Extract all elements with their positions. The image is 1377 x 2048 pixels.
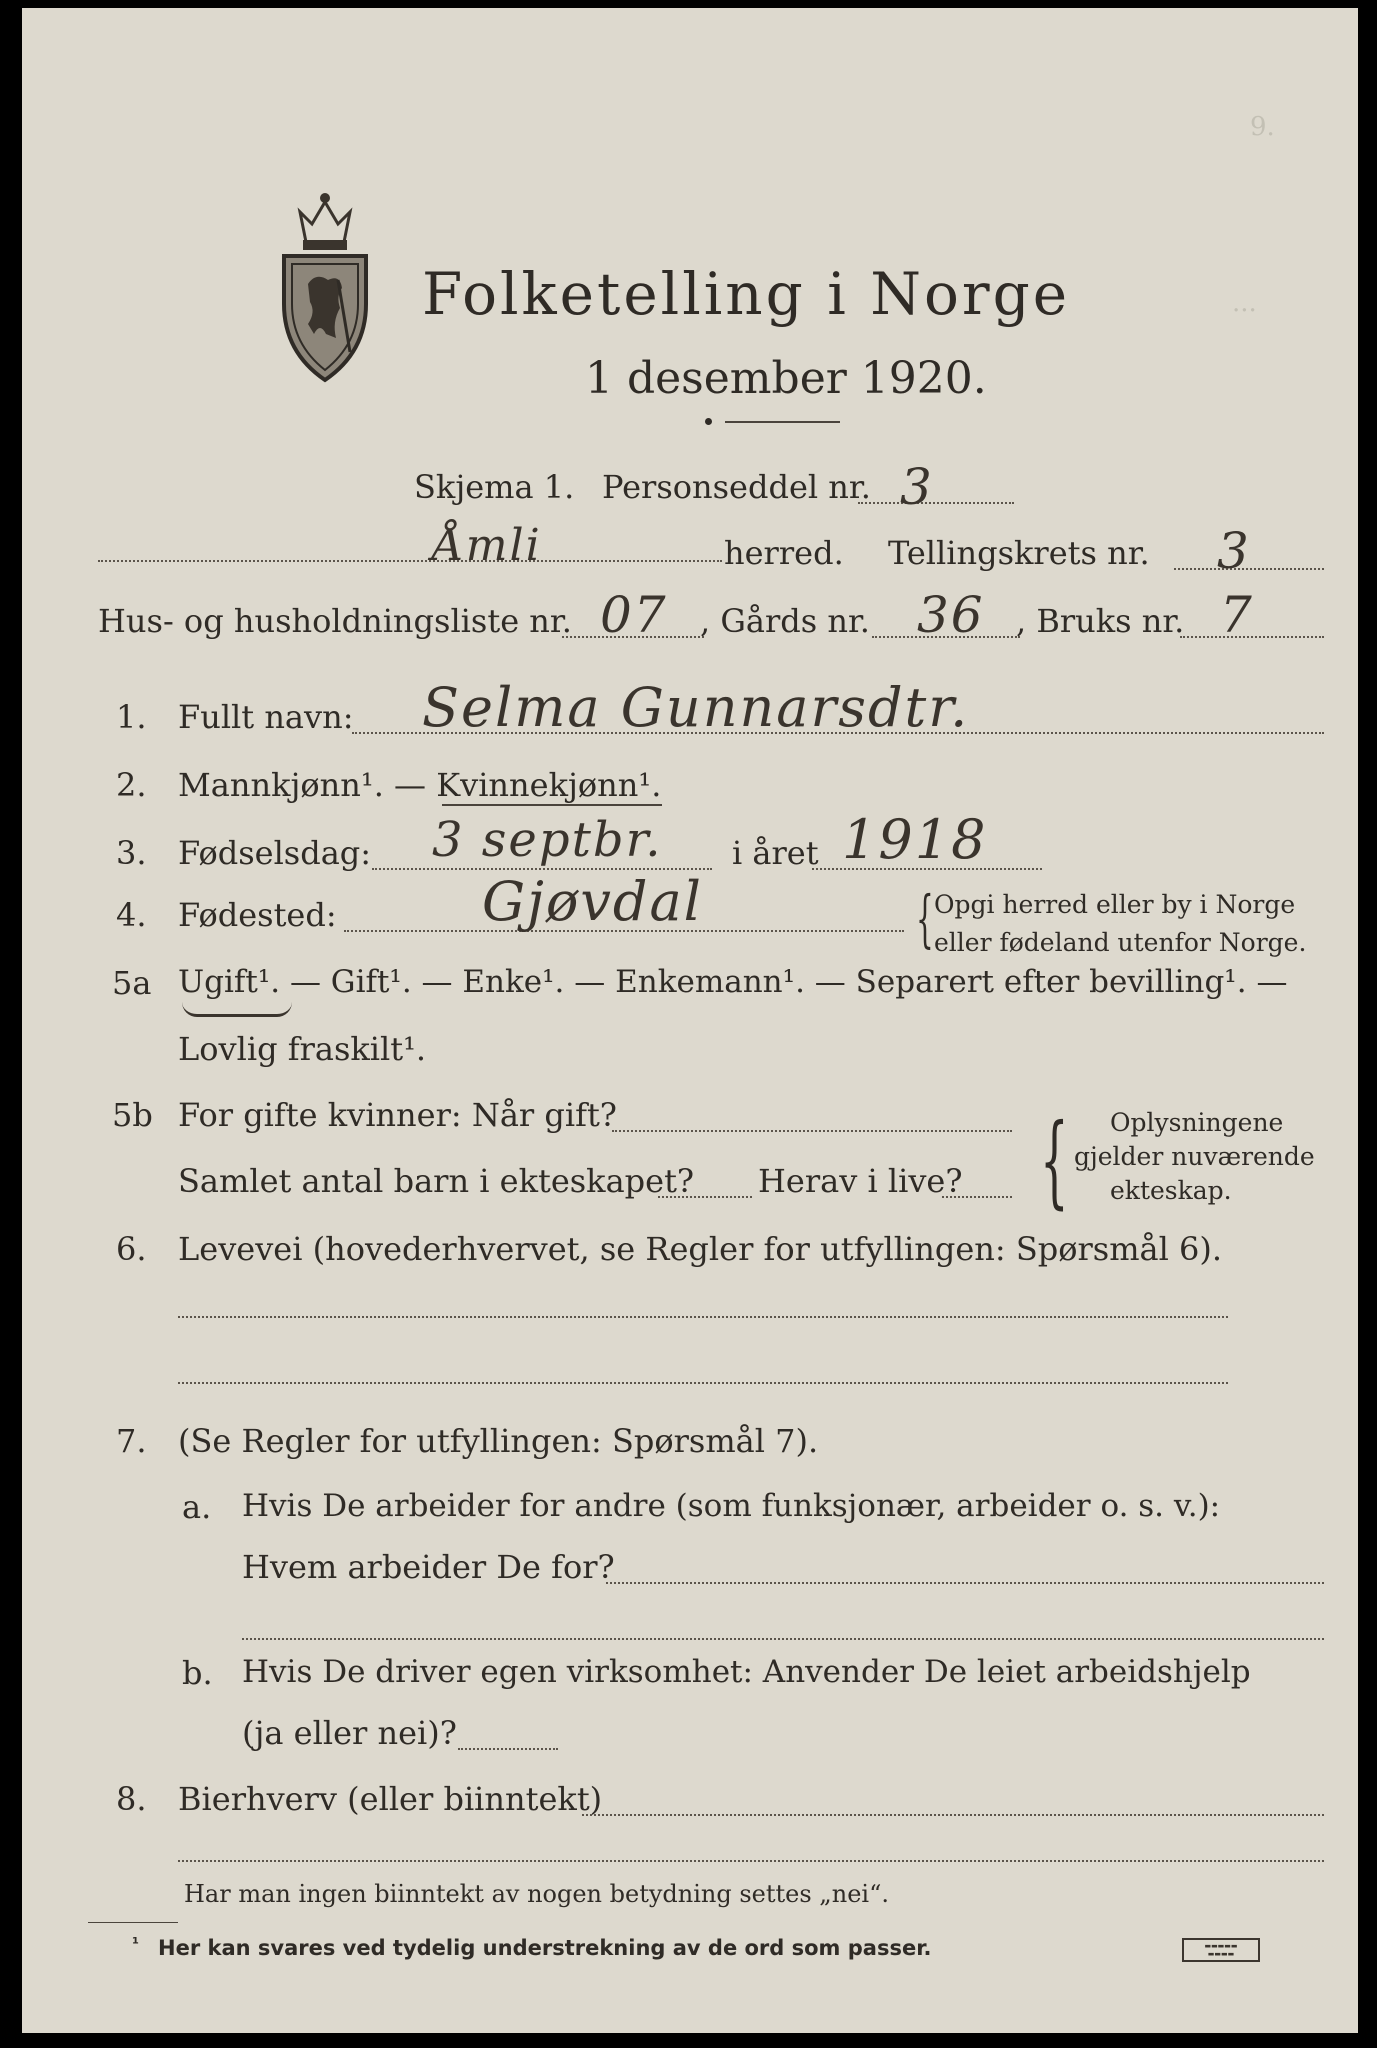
q5b-children-dots xyxy=(658,1196,752,1198)
q3-value: 3 septbr. xyxy=(432,812,663,868)
gards-value: 36 xyxy=(917,586,985,644)
q5b-line2b: Herav i live? xyxy=(758,1162,963,1200)
personseddel-label: Personseddel nr. xyxy=(602,468,871,506)
bruks-label: , Bruks nr. xyxy=(1016,602,1185,640)
q7b-dots xyxy=(458,1748,558,1750)
q7b-line2: (ja eller nei)? xyxy=(242,1714,457,1752)
census-date: 1 desember 1920. xyxy=(585,353,987,404)
q5b-line1: For gifte kvinner: Når gift? xyxy=(178,1096,617,1134)
q7a-line1: Hvis De arbeider for andre (som funksjonær, arbeider o. s. v.): xyxy=(242,1488,1221,1524)
q8-dots-2 xyxy=(178,1860,1324,1862)
q7a-letter: a. xyxy=(182,1488,212,1526)
title-rule xyxy=(725,421,840,423)
q2-number: 2. xyxy=(116,766,147,804)
q1-label: Fullt navn: xyxy=(178,698,354,736)
q4-brace: { xyxy=(916,882,934,955)
gards-label: , Gårds nr. xyxy=(700,602,870,640)
q2-label: Mannkjønn¹. — Kvinnekjønn¹. xyxy=(178,766,662,804)
q5b-brace: { xyxy=(1040,1102,1069,1219)
bruks-value: 7 xyxy=(1220,586,1254,644)
q5b-number: 5b xyxy=(112,1096,153,1134)
footnote-text: Her kan svares ved tydelig understrekning av de ord som passer. xyxy=(158,1936,932,1960)
tellingskrets-value: 3 xyxy=(1217,522,1251,580)
q1-value: Selma Gunnarsdtr. xyxy=(422,676,970,739)
q6-dots-2 xyxy=(178,1382,1228,1384)
herred-dots xyxy=(98,560,722,562)
q5b-note-line1: Oplysningene xyxy=(1110,1108,1284,1137)
q4-number: 4. xyxy=(116,896,147,934)
q4-label: Fødested: xyxy=(178,896,337,934)
q6-number: 6. xyxy=(116,1230,147,1268)
footnote-mark: ¹ xyxy=(132,1934,140,1953)
census-form xyxy=(22,8,1358,2033)
q3-year-value: 1918 xyxy=(842,808,988,871)
husliste-value: 07 xyxy=(600,586,668,644)
q7a-dots-1 xyxy=(606,1582,1324,1584)
bleed-through-text: 9. xyxy=(1250,112,1275,142)
husliste-label: Hus- og husholdningsliste nr. xyxy=(98,602,572,640)
q1-number: 1. xyxy=(116,698,147,736)
q7a-dots-2 xyxy=(242,1638,1324,1640)
bleed-through-text: ... xyxy=(1232,288,1257,318)
q8-number: 8. xyxy=(116,1780,147,1818)
ornament-dot xyxy=(705,418,712,425)
printer-stamp: ▬▬▬▬▬ ▬▬▬▬ xyxy=(1182,1938,1260,1962)
q5a-line2: Lovlig fraskilt¹. xyxy=(178,1030,427,1068)
schema-label: Skjema 1. xyxy=(414,468,575,506)
q2-underline xyxy=(442,804,662,806)
personseddel-value: 3 xyxy=(900,458,934,516)
form-title: Folketelling i Norge xyxy=(422,260,1071,328)
q3-year-label: i året xyxy=(732,834,819,872)
q5b-note-line3: ekteskap. xyxy=(1110,1176,1232,1205)
q3-label: Fødselsdag: xyxy=(178,834,372,872)
herred-value: Åmli xyxy=(432,520,542,571)
q5b-line2a: Samlet antal barn i ekteskapet? xyxy=(178,1162,695,1200)
q4-note-line1: Opgi herred eller by i Norge xyxy=(934,890,1296,919)
no-income-note: Har man ingen biinntekt av nogen betydning settes „nei“. xyxy=(184,1880,889,1908)
q7a-line2: Hvem arbeider De for? xyxy=(242,1548,615,1586)
q7-number: 7. xyxy=(116,1422,147,1460)
q5b-when-dots xyxy=(612,1130,1012,1132)
q4-note-line2: eller fødeland utenfor Norge. xyxy=(934,928,1307,957)
q5b-alive-dots xyxy=(942,1196,1012,1198)
coat-of-arms-icon xyxy=(270,184,380,388)
q7b-letter: b. xyxy=(182,1654,213,1692)
q7-label: (Se Regler for utfyllingen: Spørsmål 7). xyxy=(178,1422,819,1460)
herred-label: herred. xyxy=(724,534,844,572)
q5a-line1: Ugift¹. — Gift¹. — Enke¹. — Enkemann¹. — Separert efter bevilling¹. — xyxy=(178,964,1288,1000)
q4-value: Gjøvdal xyxy=(482,870,703,933)
q8-dots-1 xyxy=(582,1814,1324,1816)
q5b-note-line2: gjelder nuværende xyxy=(1074,1142,1315,1171)
personseddel-dots xyxy=(858,502,1014,504)
tellingskrets-label: Tellingskrets nr. xyxy=(888,534,1150,572)
q7b-line1: Hvis De driver egen virksomhet: Anvender De leiet arbeidshjelp xyxy=(242,1654,1251,1690)
q8-label: Bierhverv (eller biinntekt) xyxy=(178,1780,603,1818)
footnote-rule xyxy=(88,1922,178,1923)
q3-number: 3. xyxy=(116,834,147,872)
q6-label: Levevei (hovederhvervet, se Regler for utfyllingen: Spørsmål 6). xyxy=(178,1230,1223,1268)
q5a-ugift-underline xyxy=(182,1002,292,1017)
q6-dots-1 xyxy=(178,1316,1228,1318)
q5a-number: 5a xyxy=(112,964,152,1002)
